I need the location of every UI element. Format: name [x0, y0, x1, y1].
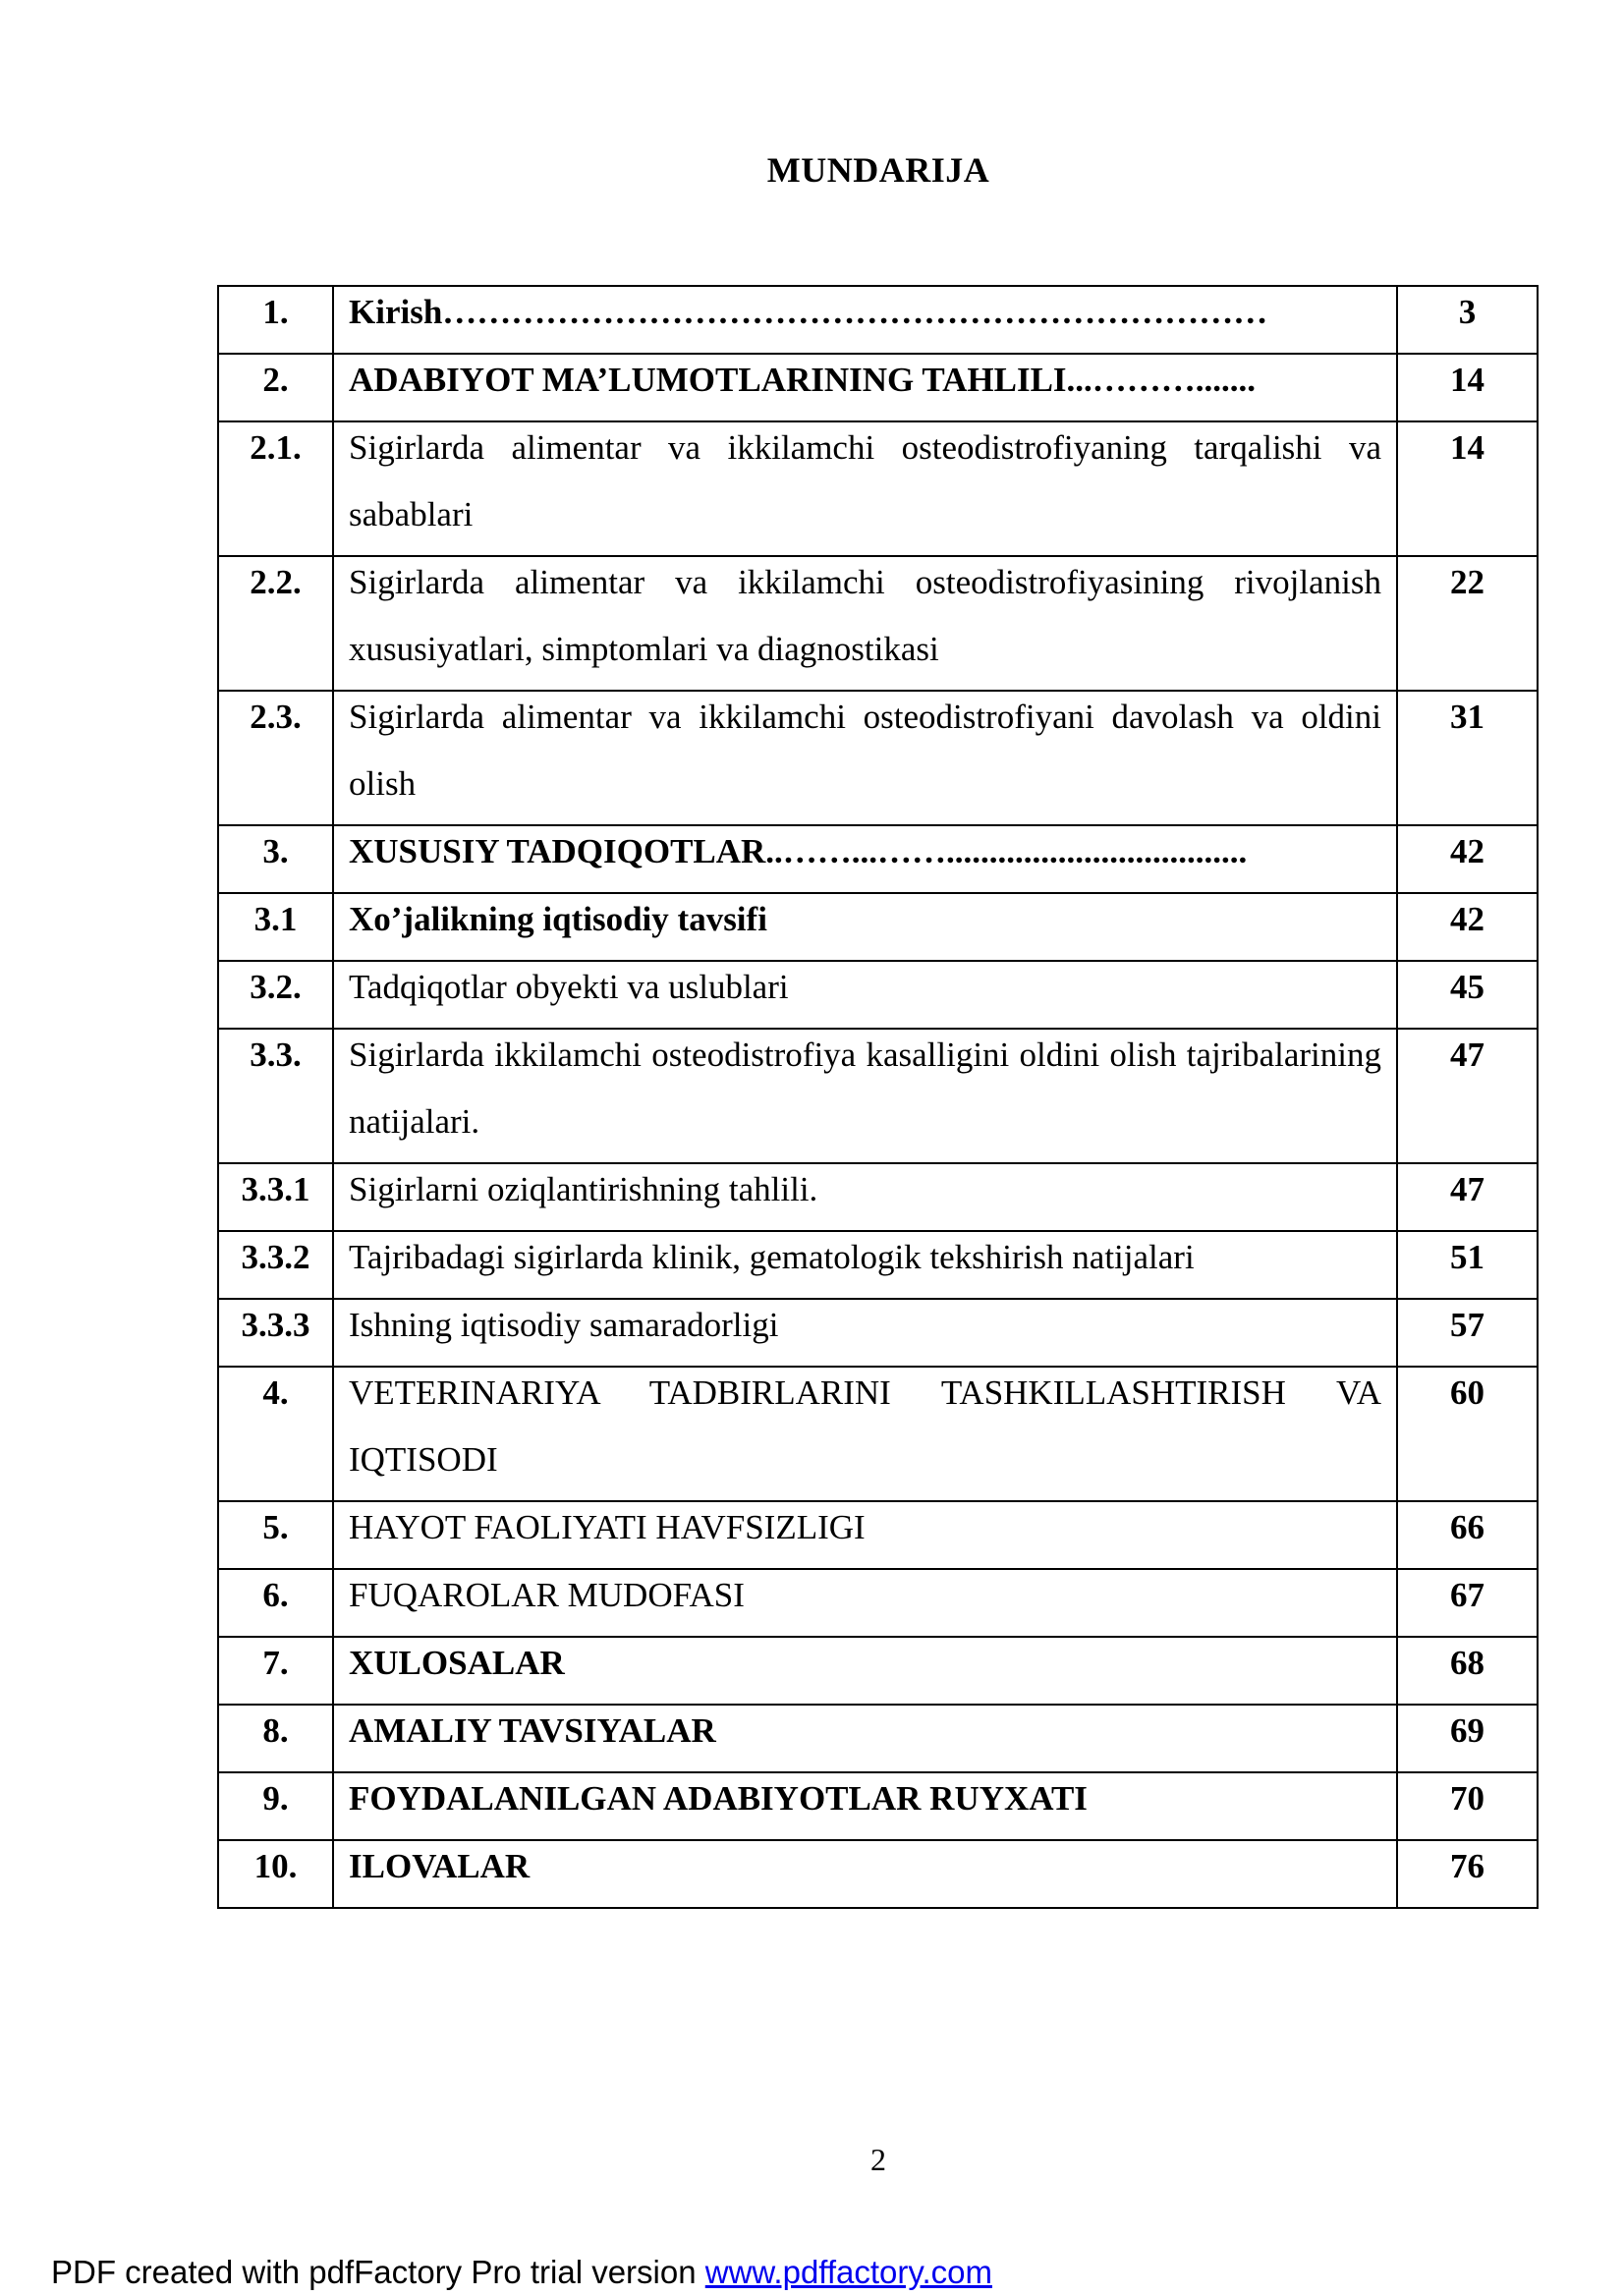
toc-row — [218, 1163, 1538, 1231]
toc-section-title-cell — [333, 1840, 1397, 1908]
toc-section-number: 4. — [218, 1367, 333, 1501]
toc-section-title: XULOSALAR — [349, 1644, 565, 1682]
toc-page-number: 69 — [1397, 1705, 1538, 1772]
toc-row — [218, 421, 1538, 556]
toc-row — [218, 691, 1538, 825]
pdffactory-link[interactable]: www.pdffactory.com — [704, 2254, 992, 2290]
toc-section-number: 3.1 — [218, 893, 333, 961]
toc-section-title-cell — [333, 1367, 1397, 1501]
toc-section-number: 7. — [218, 1637, 333, 1705]
toc-section-title-cell — [333, 286, 1397, 354]
toc-section-number: 2.1. — [218, 421, 333, 556]
toc-section-title-cell — [333, 893, 1397, 961]
toc-section-title: FOYDALANILGAN ADABIYOTLAR RUYXATI — [349, 1779, 1088, 1818]
toc-section-number: 2.2. — [218, 556, 333, 691]
toc-section-number: 3.3.1 — [218, 1163, 333, 1231]
toc-section-title-cell — [333, 1501, 1397, 1569]
toc-row — [218, 354, 1538, 421]
toc-page-number: 31 — [1397, 691, 1538, 825]
toc-section-title: AMALIY TAVSIYALAR — [349, 1711, 716, 1750]
toc-section-number: 3.2. — [218, 961, 333, 1029]
toc-section-number: 2. — [218, 354, 333, 421]
toc-page-number: 3 — [1397, 286, 1538, 354]
toc-section-number: 10. — [218, 1840, 333, 1908]
toc-section-title-cell — [333, 1637, 1397, 1705]
toc-page-number: 14 — [1397, 354, 1538, 421]
toc-section-title-cell — [333, 1299, 1397, 1367]
toc-section-number: 3.3. — [218, 1029, 333, 1163]
toc-row — [218, 1029, 1538, 1163]
toc-page-number: 47 — [1397, 1029, 1538, 1163]
toc-section-number: 3. — [218, 825, 333, 893]
toc-row — [218, 1367, 1538, 1501]
toc-section-title-cell — [333, 1569, 1397, 1637]
toc-section-title-cell — [333, 421, 1397, 556]
toc-section-title: ILOVALAR — [349, 1847, 531, 1885]
toc-section-title-cell — [333, 1231, 1397, 1299]
toc-page-number: 45 — [1397, 961, 1538, 1029]
toc-section-number: 3.3.3 — [218, 1299, 333, 1367]
toc-page-number: 57 — [1397, 1299, 1538, 1367]
toc-section-number: 3.3.2 — [218, 1231, 333, 1299]
toc-page-number: 60 — [1397, 1367, 1538, 1501]
toc-section-title: FUQAROLAR MUDOFASI — [349, 1576, 745, 1614]
toc-section-title: Sigirlarda alimentar va ikkilamchi osteodistrofiyasining rivojlanish xususiyatlari, simptomlari va diagnostikasi — [349, 563, 1381, 668]
toc-section-title-cell — [333, 961, 1397, 1029]
toc-row — [218, 1637, 1538, 1705]
toc-page-number: 76 — [1397, 1840, 1538, 1908]
toc-section-title-cell — [333, 354, 1397, 421]
toc-page-number: 14 — [1397, 421, 1538, 556]
toc-section-number: 6. — [218, 1569, 333, 1637]
table-of-contents — [217, 285, 1539, 1909]
toc-row — [218, 1569, 1538, 1637]
toc-row — [218, 1501, 1538, 1569]
toc-row — [218, 556, 1538, 691]
toc-section-title: Sigirlarda alimentar va ikkilamchi osteodistrofiyaning tarqalishi va sabablari — [349, 428, 1381, 533]
toc-section-number: 9. — [218, 1772, 333, 1840]
toc-section-title-cell — [333, 1163, 1397, 1231]
toc-row — [218, 1299, 1538, 1367]
toc-page-number: 66 — [1397, 1501, 1538, 1569]
toc-section-title-cell — [333, 1772, 1397, 1840]
toc-page-number: 67 — [1397, 1569, 1538, 1637]
page-title: MUNDARIJA — [766, 150, 990, 190]
toc-section-title: Xo’jalikning iqtisodiy tavsifi — [349, 900, 767, 938]
toc-section-number: 5. — [218, 1501, 333, 1569]
toc-row — [218, 961, 1538, 1029]
toc-row — [218, 1231, 1538, 1299]
toc-section-number: 2.3. — [218, 691, 333, 825]
toc-page-number: 42 — [1397, 893, 1538, 961]
toc-page-number: 42 — [1397, 825, 1538, 893]
toc-page-number: 22 — [1397, 556, 1538, 691]
toc-section-number: 8. — [218, 1705, 333, 1772]
toc-page-number: 47 — [1397, 1163, 1538, 1231]
toc-section-title-cell — [333, 825, 1397, 893]
toc-section-title-cell — [333, 691, 1397, 825]
toc-page-number: 68 — [1397, 1637, 1538, 1705]
pdf-notice-text: PDF created with pdfFactory Pro trial version — [51, 2254, 705, 2290]
toc-section-title: Tajribadagi sigirlarda klinik, gematologik tekshirish natijalari — [349, 1238, 1195, 1276]
toc-section-title: Sigirlarda ikkilamchi osteodistrofiya kasalligini oldini olish tajribalarining natijalari. — [349, 1036, 1381, 1141]
toc-section-title-cell — [333, 1029, 1397, 1163]
toc-section-title: VETERINARIYA TADBIRLARINI TASHKILLASHTIRISH VA IQTISODI — [349, 1373, 1381, 1479]
toc-row — [218, 1772, 1538, 1840]
toc-page-number: 51 — [1397, 1231, 1538, 1299]
toc-section-title: Sigirlarni oziqlantirishning tahlili. — [349, 1170, 818, 1208]
toc-row — [218, 825, 1538, 893]
toc-section-title: ADABIYOT MA’LUMOTLARINING TAHLILI...………....... — [349, 361, 1257, 399]
pdf-trial-notice — [51, 2254, 992, 2291]
toc-row — [218, 286, 1538, 354]
toc-section-title-cell — [333, 556, 1397, 691]
toc-section-title: Tadqiqotlar obyekti va uslublari — [349, 968, 789, 1006]
toc-section-title-cell — [333, 1705, 1397, 1772]
page-number: 2 — [870, 2142, 886, 2177]
toc-section-title: Kirish……………………………………………………………… — [349, 293, 1268, 331]
toc-row — [218, 1705, 1538, 1772]
toc-section-title: Sigirlarda alimentar va ikkilamchi osteodistrofiyani davolash va oldini olish — [349, 698, 1381, 803]
toc-section-title: Ishning iqtisodiy samaradorligi — [349, 1306, 779, 1344]
toc-section-title: HAYOT FAOLIYATI HAVFSIZLIGI — [349, 1508, 866, 1546]
toc-body — [218, 286, 1538, 1908]
toc-section-number: 1. — [218, 286, 333, 354]
toc-row — [218, 1840, 1538, 1908]
toc-row — [218, 893, 1538, 961]
toc-page-number: 70 — [1397, 1772, 1538, 1840]
toc-section-title: XUSUSIY TADQIQOTLAR..……...……................................... — [349, 832, 1248, 870]
